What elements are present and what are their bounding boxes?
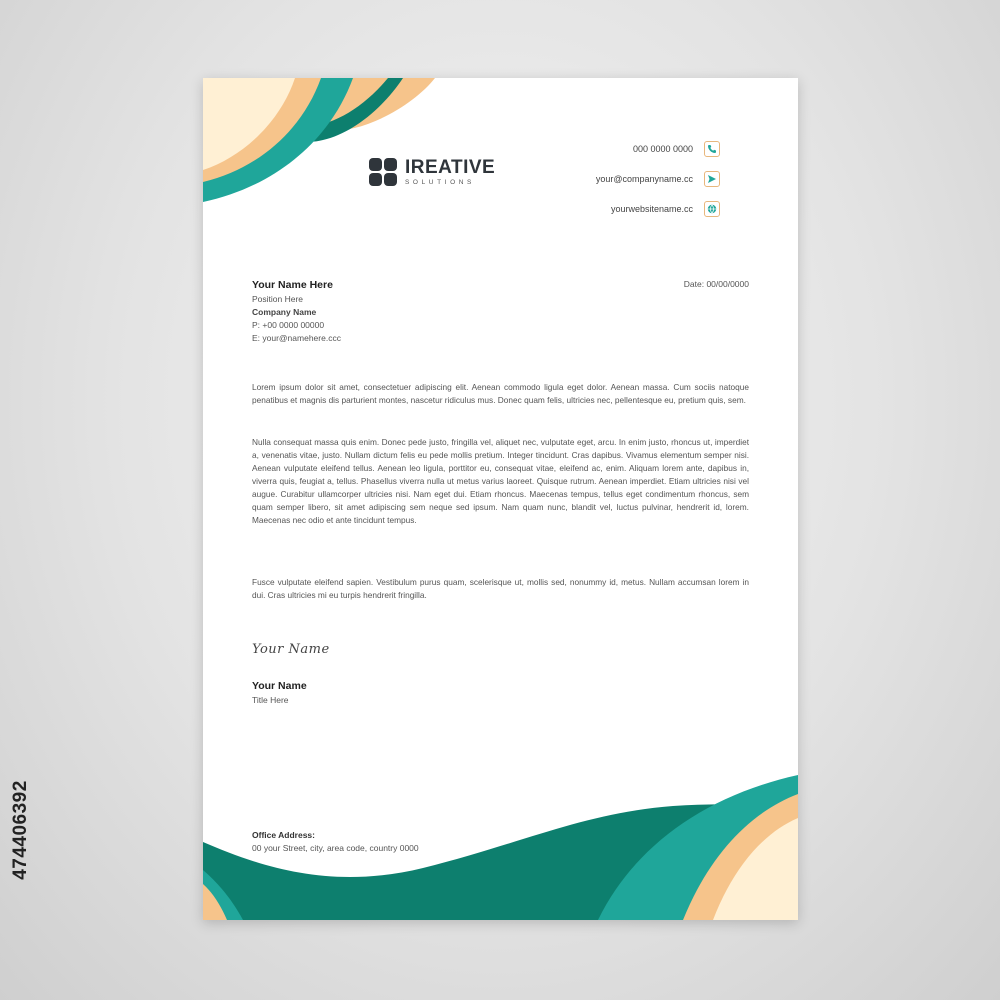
contact-website-text: yourwebsitename.cc xyxy=(610,204,693,214)
sender-position: Position Here xyxy=(252,294,304,304)
sender-phone: P: +00 0000 00000 xyxy=(252,320,325,330)
signature-script xyxy=(252,640,330,658)
office-address: 00 your Street, city, area code, country 0000 xyxy=(252,843,419,853)
signature-title: Title Here xyxy=(252,695,289,705)
logo-subtitle: SOLUTIONS xyxy=(405,179,475,186)
body-paragraph-3: Fusce vulputate eleifend sapien. Vestibulum purus quam, scelerisque ut, mollis sed, nonummy id, metus. Nullam accumsan lorem in dui. Cras ultricies mi eu turpis hendrerit fringilla. xyxy=(252,577,749,600)
sender-company: Company Name xyxy=(252,307,317,317)
contact-phone xyxy=(420,141,720,157)
letterhead-sheet xyxy=(203,78,798,920)
sender-name: Your Name Here xyxy=(252,279,333,291)
send-icon xyxy=(704,171,720,187)
stock-id-text: 474406392 xyxy=(10,780,32,880)
letter-date: Date: 00/00/0000 xyxy=(683,279,749,289)
contact-website xyxy=(420,201,720,217)
logo-name: IREATIVE xyxy=(405,157,496,178)
body-paragraph-1: Lorem ipsum dolor sit amet, consectetuer adipiscing elit. Aenean commodo ligula eget dolor. Aenean massa. Cum sociis natoque penatibus et magnis dis parturient montes, nascetur ridiculus mus. Donec quam felis, ultricies nec, pellentesque eu, pretium quis, sem. xyxy=(252,382,749,405)
signature-name: Your Name xyxy=(252,680,307,692)
office-address-label: Office Address: xyxy=(252,830,315,840)
body-paragraph-2: Nulla consequat massa quis enim. Donec pede justo, fringilla vel, aliquet nec, vulputate eget, arcu. In enim justo, rhoncus ut, imperdiet a, venenatis vitae, justo. Nullam dictum felis eu pede mollis pretium. Integer tincidunt. Cras dapibus. Vivamus elementum semper nisi. Aenean vulputate eleifend tellus. Aenean leo ligula, porttitor eu, consequat vitae, eleifend ac, enim. Aliquam lorem ante, dapibus in, viverra quis, feugiat a, tellus. Phasellus viverra nulla ut metus varius laoreet. Quisque rutrum. Aenean imperdiet. Etiam ultricies nisi vel augue. Curabitur ullamcorper ultricies nisi. Nam eget dui. Etiam rhoncus. Maecenas tempus, tellus eget condimentum rhoncus, sem quam semper libero, sit amet adipiscing sem neque sed ipsum. Nam quam nunc, blandit vel, luctus pulvinar, hendrerit id, lorem. Maecenas nec odio et ante tincidunt tempus. xyxy=(252,437,749,525)
contact-email xyxy=(420,171,720,187)
phone-icon xyxy=(704,141,720,157)
stock-id xyxy=(4,755,38,905)
globe-icon xyxy=(704,201,720,217)
sender-email: E: your@namehere.ccc xyxy=(252,333,341,343)
signature-script-text: Your Name xyxy=(252,642,330,657)
contact-phone-text: 000 0000 0000 xyxy=(632,144,693,154)
logo-mark-icon xyxy=(369,158,397,186)
contact-email-text: your@companyname.cc xyxy=(595,174,693,184)
sender-block xyxy=(252,279,341,345)
